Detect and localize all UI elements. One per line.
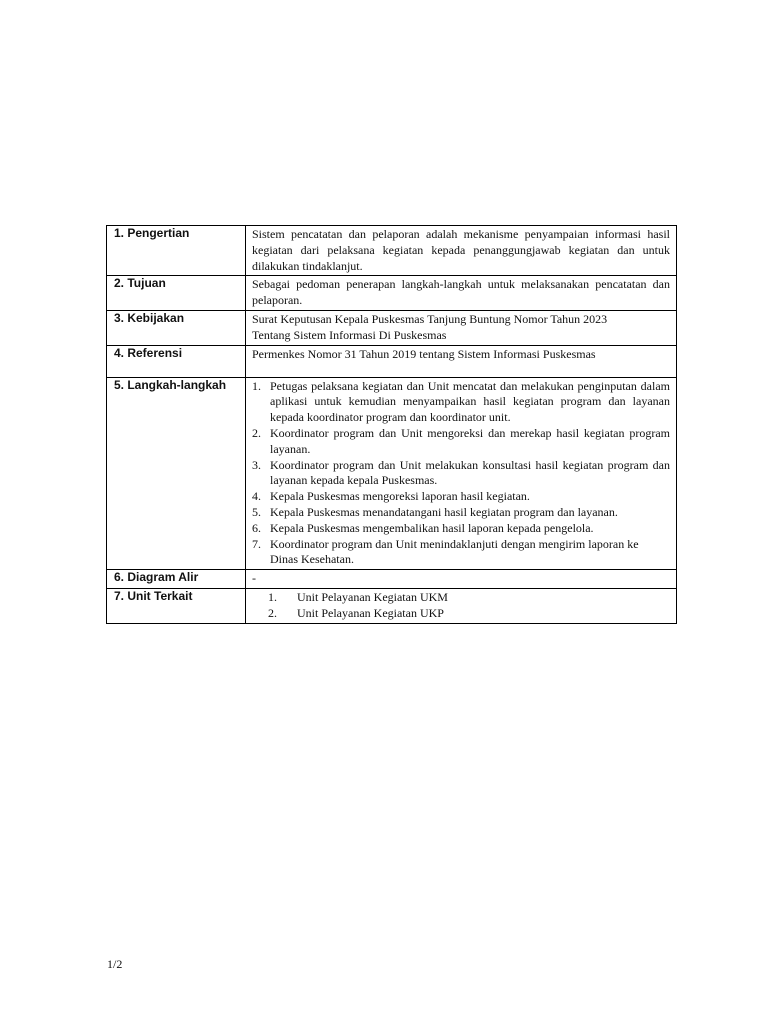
step-text: Kepala Puskesmas mengembalikan hasil laporan kepada pengelola. — [270, 520, 594, 535]
step-item — [252, 536, 670, 569]
row-pengertian — [107, 226, 677, 276]
units-cell — [246, 588, 677, 623]
unit-number: 1. — [268, 589, 277, 604]
step-number: 2. — [252, 425, 261, 440]
step-item — [252, 457, 670, 490]
step-text: Petugas pelaksana kegiatan dan Unit mencatat dan melakukan penginputan dalam aplikasi untuk kemudian menyampaikan hasil kegiatan program dan layanan kepada koordinator program dan koordinator unit. — [270, 378, 670, 425]
step-number: 5. — [252, 504, 261, 519]
referensi-paragraph: Permenkes Nomor 31 Tahun 2019 tentang Sistem Informasi Puskesmas — [252, 346, 596, 361]
steps-list — [252, 379, 670, 569]
row-referensi — [107, 345, 677, 377]
row-unit — [107, 588, 677, 623]
step-item — [252, 520, 670, 537]
row-langkah — [107, 377, 677, 570]
step-number: 3. — [252, 457, 261, 472]
unit-text: Unit Pelayanan Kegiatan UKM — [297, 589, 448, 604]
step-number: 4. — [252, 489, 261, 504]
step-text: Koordinator program dan Unit mengoreksi dan merekap hasil kegiatan program layanan. — [270, 425, 670, 456]
step-number: 7. — [252, 536, 261, 551]
text-referensi — [246, 345, 677, 377]
label-pengertian: 1. Pengertian — [107, 226, 246, 276]
step-text: Kepala Puskesmas mengoreksi laporan hasil kegiatan. — [270, 489, 530, 504]
row-diagram — [107, 570, 677, 589]
page-number: 1/2 — [107, 957, 123, 971]
unit-item — [252, 606, 670, 622]
step-text: Koordinator program dan Unit melakukan konsultasi hasil kegiatan program dan layanan kepada kepala Puskesmas. — [270, 457, 670, 488]
label-referensi: 4. Referensi — [107, 345, 246, 377]
label-unit: 7. Unit Terkait — [107, 588, 246, 623]
step-number: 6. — [252, 520, 261, 535]
unit-number: 2. — [268, 605, 277, 620]
sop-table — [106, 225, 677, 624]
step-item — [252, 378, 670, 426]
text-diagram: - — [246, 570, 677, 589]
label-kebijakan: 3. Kebijakan — [107, 310, 246, 345]
units-list — [252, 590, 670, 622]
text-kebijakan — [246, 310, 677, 345]
pengertian-paragraph: Sistem pencatatan dan pelaporan adalah mekanisme penyampaian informasi hasil kegiatan dari pelaksana kegiatan kepada penanggungjawab kegiatan dan untuk dilakukan tindaklanjut. — [252, 227, 670, 273]
step-item — [252, 425, 670, 458]
unit-item — [252, 590, 670, 606]
step-text: Koordinator program dan Unit menindaklanjuti dengan mengirim laporan ke Dinas Kesehatan. — [270, 536, 639, 567]
row-tujuan — [107, 276, 677, 311]
unit-text: Unit Pelayanan Kegiatan UKP — [297, 605, 444, 620]
kebijakan-paragraph: Surat Keputusan Kepala Puskesmas Tanjung Buntung Nomor Tahun 2023 Tentang Sistem Informasi Di Puskesmas — [252, 311, 608, 342]
label-langkah: 5. Langkah-langkah — [107, 377, 246, 570]
step-text: Kepala Puskesmas menandatangani hasil kegiatan program dan layanan. — [270, 504, 618, 519]
steps-cell — [246, 377, 677, 570]
step-item — [252, 489, 670, 505]
label-diagram: 6. Diagram Alir — [107, 570, 246, 589]
tujuan-paragraph: Sebagai pedoman penerapan langkah-langkah untuk melaksanakan pencatatan dan pelaporan. — [252, 277, 670, 308]
text-pengertian — [246, 226, 677, 276]
step-number: 1. — [252, 378, 261, 393]
step-item — [252, 504, 670, 521]
label-tujuan: 2. Tujuan — [107, 276, 246, 311]
row-kebijakan — [107, 310, 677, 345]
text-tujuan — [246, 276, 677, 311]
